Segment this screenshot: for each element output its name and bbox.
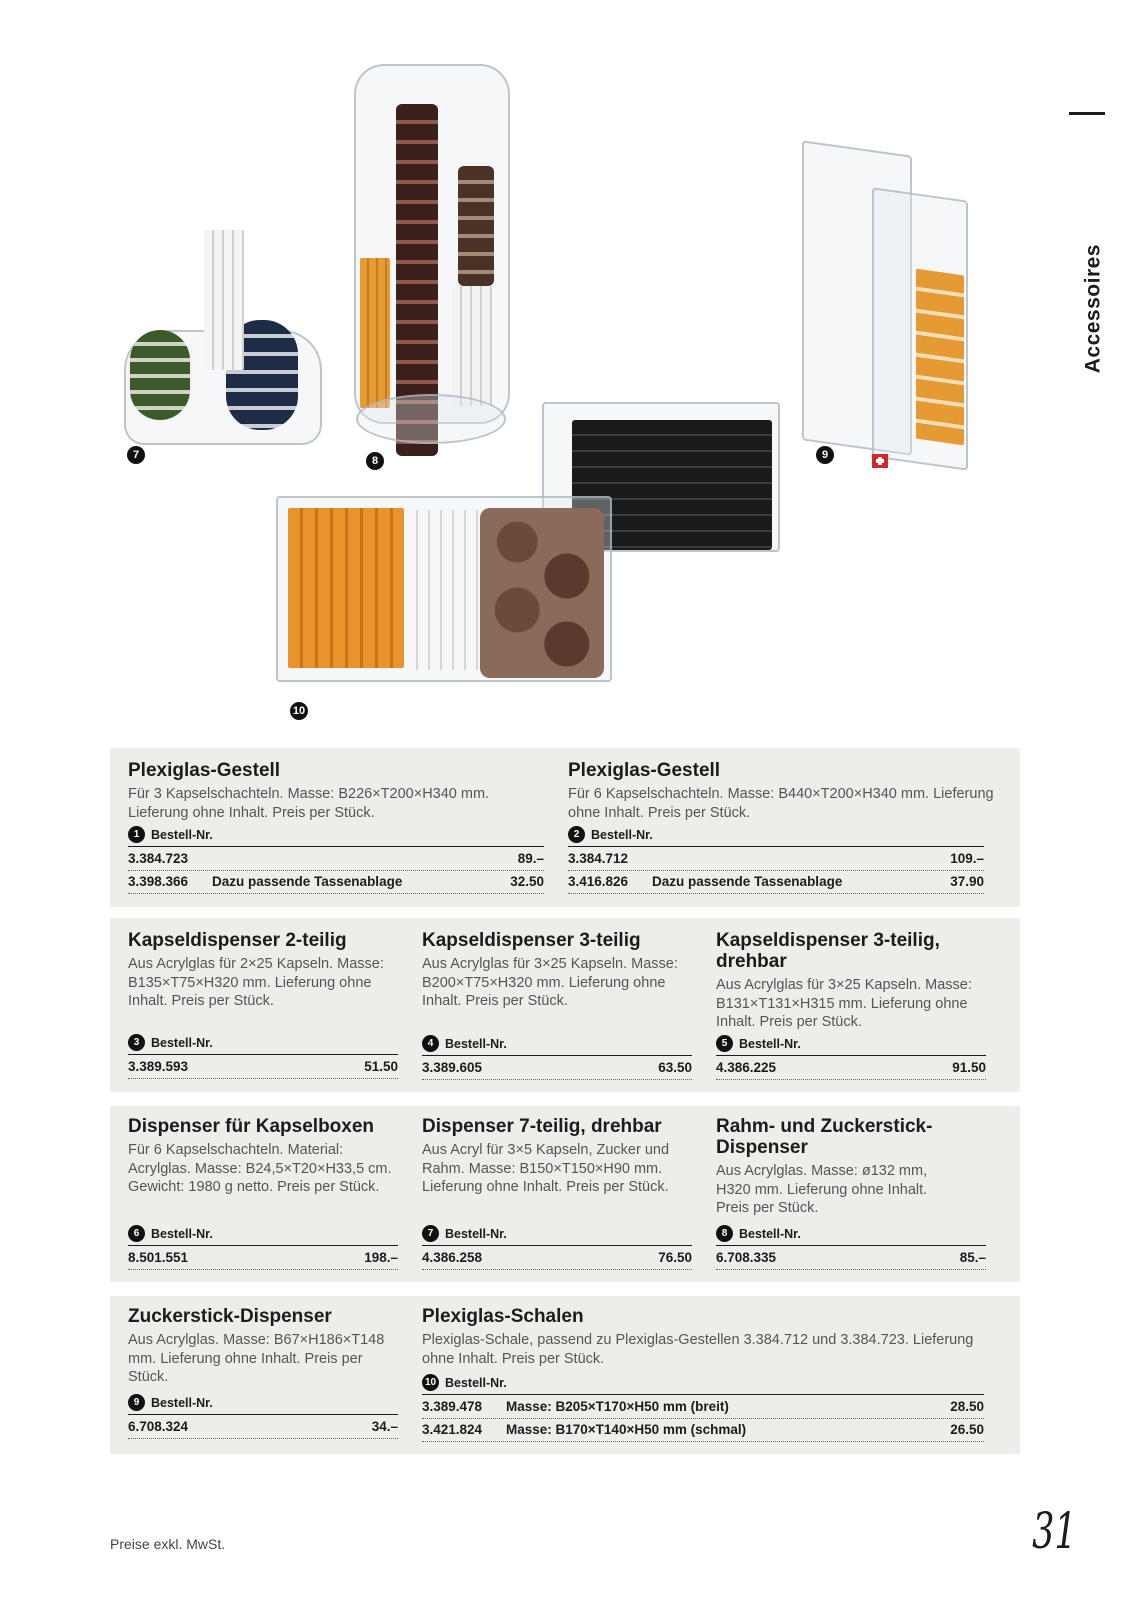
order-label: 2 Bestell-Nr. [568, 826, 653, 843]
order-label: 3 Bestell-Nr. [128, 1034, 213, 1051]
product-title: Plexiglas-Schalen [422, 1306, 584, 1327]
section-tab-label: Accessoires [1081, 244, 1104, 374]
divider [128, 1054, 398, 1055]
capsule-stack-right [458, 166, 494, 286]
divider [422, 1055, 692, 1056]
panel-kapseldispenser [110, 918, 1020, 1092]
product-number-badge: 6 [128, 1225, 145, 1242]
divider [422, 1245, 692, 1246]
product-number-badge: 3 [128, 1034, 145, 1051]
order-label: 5 Bestell-Nr. [716, 1035, 801, 1052]
product-10 [422, 1306, 992, 1368]
product-6 [128, 1116, 398, 1197]
product-image-10 [272, 400, 784, 690]
divider [422, 1394, 984, 1395]
divider [128, 1245, 398, 1246]
product-description: Aus Acryl für 3×5 Kapseln, Zucker und Rahm. Masse: B150×T150×H90 mm. Lieferung ohne Inhalt. Preis per Stück. [422, 1142, 670, 1195]
product-number-badge: 1 [128, 826, 145, 843]
product-description: Aus Acrylglas für 3×25 Kapseln. Masse: B131×T131×H315 mm. Lieferung ohne Inhalt. Preis per Stück. [716, 977, 972, 1030]
product-description: Aus Acrylglas. Masse: B67×H186×T148 mm. Lieferung ohne Inhalt. Preis per Stück. [128, 1332, 385, 1385]
product-image-8 [348, 58, 516, 450]
product-description: Für 6 Kapselschachteln. Masse: B440×T200×H340 mm. Lieferung ohne Inhalt. Preis per Stück. [568, 786, 994, 821]
product-number-badge: 8 [716, 1225, 733, 1242]
order-label: 7 Bestell-Nr. [422, 1225, 507, 1242]
order-row: 4.386.225 91.50 [716, 1057, 986, 1080]
product-9 [128, 1306, 398, 1387]
cream-capsules [480, 508, 604, 678]
product-number-badge: 9 [128, 1394, 145, 1411]
order-row: 8.501.551 198.– [128, 1247, 398, 1270]
product-title: Dispenser für Kapselboxen [128, 1116, 375, 1137]
section-tab-bar [1069, 112, 1105, 115]
sugar-sticks [204, 230, 244, 370]
product-description: Plexiglas-Schale, passend zu Plexiglas-Gestellen 3.384.712 und 3.384.723. Lieferung ohne Inhalt. Preis per Stück. [422, 1332, 974, 1367]
order-row: 3.389.593 51.50 [128, 1056, 398, 1079]
order-row: 4.386.258 76.50 [422, 1247, 692, 1270]
divider [568, 846, 984, 847]
product-description: Für 3 Kapselschachteln. Masse: B226×T200×H340 mm. Lieferung ohne Inhalt. Preis per Stück. [128, 786, 490, 821]
product-title: Plexiglas-Gestell [128, 760, 281, 781]
white-sticks [452, 286, 492, 406]
product-description: Aus Acrylglas für 3×25 Kapseln. Masse: B200×T75×H320 mm. Lieferung ohne Inhalt. Preis per Stück. [422, 956, 678, 1009]
panel-dispenser [110, 1106, 1020, 1282]
divider [128, 1414, 398, 1415]
order-row: 3.421.824 Masse: B170×T140×H50 mm (schmal) 26.50 [422, 1419, 984, 1442]
product-title: Kapseldispenser 3-teilig [422, 930, 641, 951]
product-description: Aus Acrylglas. Masse: ø132 mm, H320 mm. Lieferung ohne Inhalt. Preis per Stück. [716, 1163, 928, 1216]
orange-sticks [288, 508, 404, 668]
swiss-flag-icon [872, 454, 888, 468]
product-number-badge: 2 [568, 826, 585, 843]
order-label: 9 Bestell-Nr. [128, 1394, 213, 1411]
order-label: 4 Bestell-Nr. [422, 1035, 507, 1052]
product-number-badge: 10 [422, 1374, 439, 1391]
product-number-badge: 4 [422, 1035, 439, 1052]
product-3 [128, 930, 398, 1011]
orange-sticks [360, 258, 390, 408]
product-number-badge: 5 [716, 1035, 733, 1052]
green-capsules [130, 330, 190, 420]
product-title: Zuckerstick-Dispenser [128, 1306, 332, 1327]
page-number: 31 [1032, 1502, 1077, 1560]
order-label: 1 Bestell-Nr. [128, 826, 213, 843]
order-label: 8 Bestell-Nr. [716, 1225, 801, 1242]
product-4 [422, 930, 692, 1011]
product-8 [716, 1116, 946, 1218]
product-7 [422, 1116, 692, 1197]
product-title: Kapseldispenser 2-teilig [128, 930, 347, 951]
picture-number-10: 10 [290, 702, 308, 720]
product-title: Kapseldispenser 3-teilig, drehbar [716, 930, 940, 972]
order-row: 3.384.712 109.– [568, 848, 984, 871]
picture-number-8: 8 [366, 452, 384, 470]
picture-number-7: 7 [127, 446, 145, 464]
footer-note: Preise exkl. MwSt. [110, 1536, 226, 1552]
product-image-9 [802, 142, 974, 478]
product-description: Für 6 Kapselschachteln. Material: Acrylglas. Masse: B24,5×T20×H33,5 cm. Gewicht: 1980 g netto. Preis per Stück. [128, 1142, 392, 1195]
section-tab [1069, 112, 1105, 374]
product-number-badge: 7 [422, 1225, 439, 1242]
divider [716, 1055, 986, 1056]
panel-plexiglas-gestell [110, 748, 1020, 907]
product-title: Rahm- und Zuckerstick-Dispenser [716, 1116, 933, 1158]
order-label: 6 Bestell-Nr. [128, 1225, 213, 1242]
product-description: Aus Acrylglas für 2×25 Kapseln. Masse: B135×T75×H320 mm. Lieferung ohne Inhalt. Preis per Stück. [128, 956, 384, 1009]
order-row: 6.708.335 85.– [716, 1247, 986, 1270]
product-2 [568, 760, 998, 822]
divider [128, 846, 544, 847]
orange-sticks [916, 269, 964, 446]
order-row: 3.384.723 89.– [128, 848, 544, 871]
order-row: 3.416.826 Dazu passende Tassenablage 37.90 [568, 871, 984, 894]
white-sticks [406, 510, 480, 670]
picture-number-9: 9 [816, 446, 834, 464]
order-row: 3.389.478 Masse: B205×T170×H50 mm (breit) 28.50 [422, 1396, 984, 1419]
order-row: 3.398.366 Dazu passende Tassenablage 32.50 [128, 871, 544, 894]
panel-zuckerstick-schalen [110, 1296, 1020, 1454]
order-row: 6.708.324 34.– [128, 1416, 398, 1439]
order-row: 3.389.605 63.50 [422, 1057, 692, 1080]
product-title: Plexiglas-Gestell [568, 760, 721, 781]
product-1 [128, 760, 548, 822]
product-title: Dispenser 7-teilig, drehbar [422, 1116, 662, 1137]
order-label: 10 Bestell-Nr. [422, 1374, 507, 1391]
product-5 [716, 930, 996, 1032]
divider [716, 1245, 986, 1246]
